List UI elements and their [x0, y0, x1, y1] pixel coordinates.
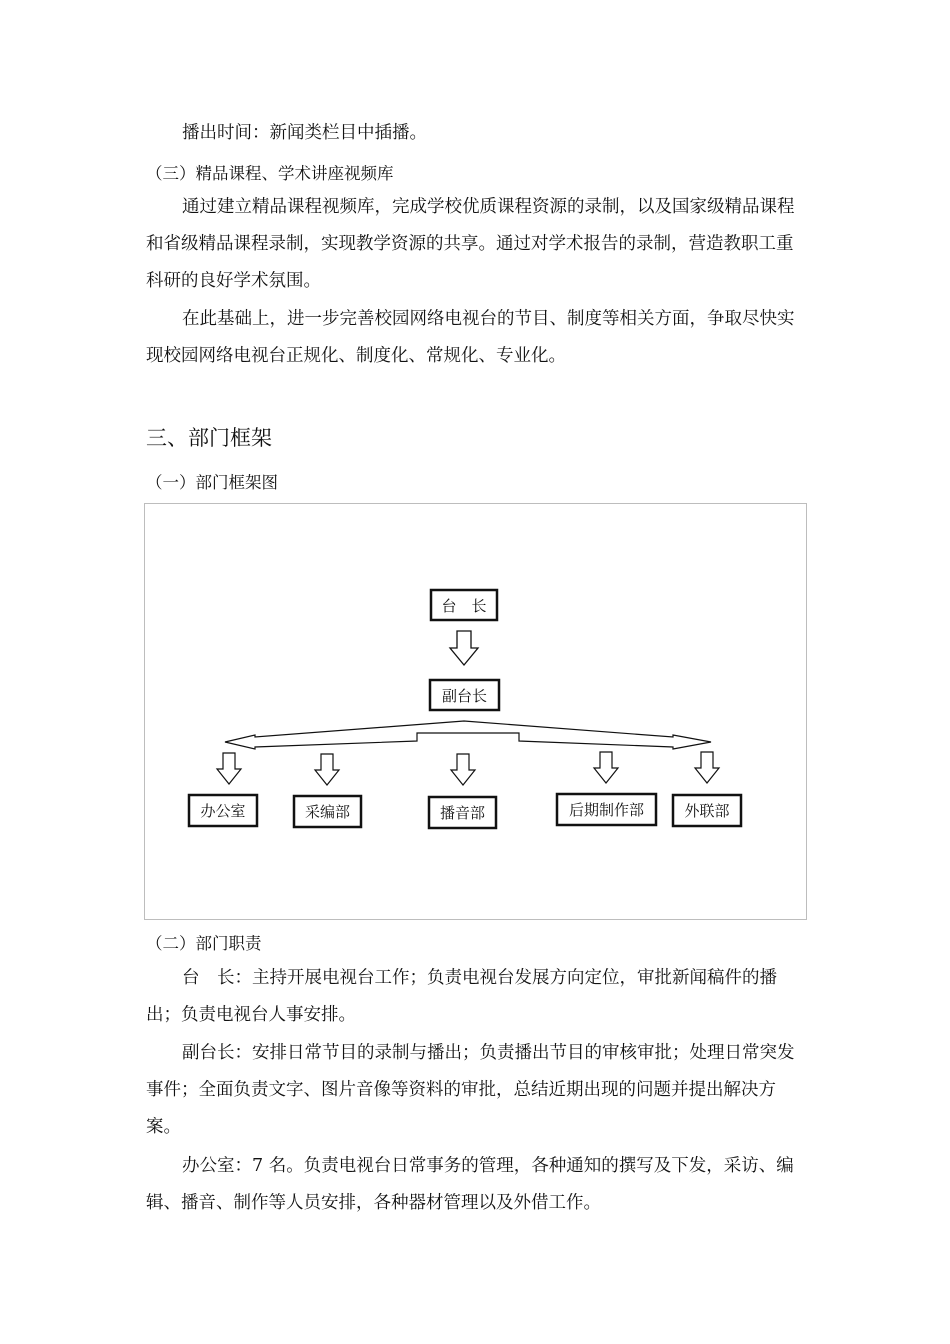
org-box-director [431, 590, 497, 620]
section-heading-course-library: （三）精品课程、学术讲座视频库 [146, 164, 394, 183]
org-box-editorial-label: 采编部 [304, 803, 351, 821]
org-box-deputy-label: 副台长 [441, 687, 488, 705]
broadcast-time-line: 播出时间：新闻类栏目中插播。 [182, 123, 427, 143]
org-box-director-label: 台 长 [441, 597, 487, 615]
arrow-down-icon [217, 753, 241, 784]
heading-framework-diagram: （一）部门框架图 [146, 473, 278, 492]
org-chart-figure [144, 503, 807, 920]
heading-department-framework: 三、部门框架 [146, 426, 272, 450]
arrow-down-icon [315, 754, 339, 785]
paragraph-course-library: 通过建立精品课程视频库，完成学校优质课程资源的录制，以及国家级精品课程和省级精品课程录制，实现教学资源的共享。通过对学术报告的录制，营造教职工重科研的良好学术氛围。 [146, 197, 795, 291]
arrow-down-icon [451, 754, 475, 785]
org-box-office-label: 办公室 [200, 802, 246, 820]
paragraph-summary: 在此基础上，进一步完善校园网络电视台的节目、制度等相关方面，争取尽快实现校园网络电视台正规化、制度化、常规化、专业化。 [146, 309, 795, 366]
duty-office: 办公室：7 名。负责电视台日常事务的管理，各种通知的撰写及下发，采访、编辑、播音、制作等人员安排，各种器材管理以及外借工作。 [146, 1156, 794, 1213]
heading-department-duties: （二）部门职责 [146, 934, 262, 953]
distribution-double-arrow [225, 721, 711, 749]
org-box-office [189, 795, 257, 826]
org-box-broadcasting [429, 797, 496, 828]
duty-deputy: 副台长：安排日常节目的录制与播出；负责播出节目的审核审批；处理日常突发事件；全面负责文字、图片音像等资料的审批，总结近期出现的问题并提出解决方案。 [146, 1043, 795, 1137]
org-box-post-production-label: 后期制作部 [568, 801, 645, 819]
org-box-external-relations [673, 795, 741, 826]
org-box-deputy [430, 680, 499, 710]
org-box-post-production [557, 794, 656, 825]
org-chart-svg [145, 504, 808, 921]
arrow-down-icon [695, 752, 719, 783]
org-box-broadcasting-label: 播音部 [439, 804, 486, 822]
arrow-down-icon [594, 752, 618, 783]
arrow-down-icon [450, 631, 478, 665]
org-box-external-relations-label: 外联部 [684, 802, 730, 820]
org-box-editorial [294, 796, 361, 827]
duty-director: 台 长：主持开展电视台工作；负责电视台发展方向定位，审批新闻稿件的播出；负责电视台人事安排。 [146, 968, 777, 1025]
